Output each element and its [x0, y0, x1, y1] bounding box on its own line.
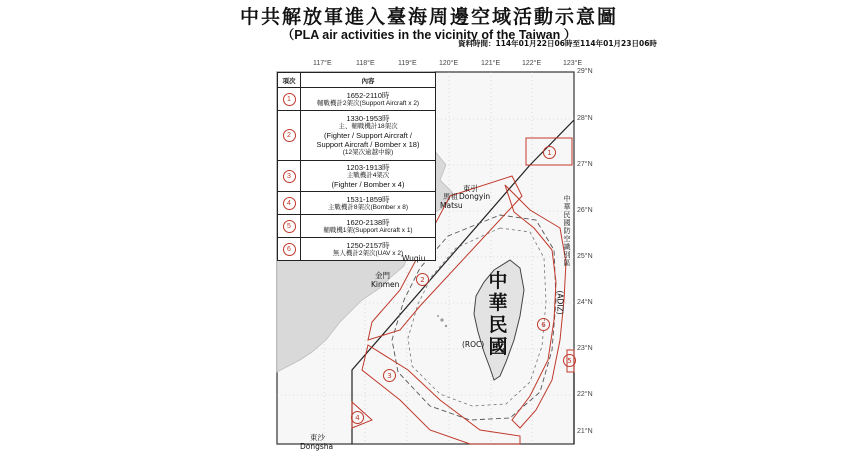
lon-tick: 119°E [398, 60, 417, 67]
row-time: 1531-1859時 [346, 194, 390, 204]
zone-4-marker: 4 [351, 411, 364, 424]
table-row [278, 88, 435, 111]
row-time: 1652-2110時 [346, 90, 390, 100]
table-row [278, 192, 435, 215]
table-header [278, 73, 435, 88]
kinmen-label-en: Kinmen [371, 280, 400, 289]
row-note: (12架次逾越中線) [342, 149, 394, 156]
row-time: 1330-1953時 [346, 114, 390, 123]
dongsha-label-en: Dongsha [300, 442, 334, 451]
matsu-label-zh: 馬祖 [443, 192, 458, 201]
row-desc-en: (Fighter / Bomber x 4) [331, 180, 405, 189]
row-desc: 主戰機計4架次 [346, 172, 390, 179]
lon-tick: 121°E [481, 60, 501, 67]
roc-label-en: (ROC) [462, 340, 485, 349]
header-index: 項次 [278, 73, 301, 87]
lat-tick: 22°N [577, 391, 593, 398]
zone-3-marker: 3 [383, 369, 396, 382]
zone-number-badge: 5 [283, 220, 296, 233]
row-desc: 無人機計2架次(UAV x 2) [332, 249, 404, 257]
table-row [278, 161, 435, 192]
zone-number-badge: 1 [283, 93, 296, 106]
header-content: 內容 [361, 77, 375, 85]
activity-legend-table [277, 72, 436, 261]
row-desc: 輔戰機計2架次(Support Aircraft x 2) [316, 99, 420, 107]
row-desc-en: Support Aircraft / Bomber x 18) [316, 140, 420, 149]
table-row [278, 215, 435, 238]
zone-5-marker: 5 [563, 354, 576, 367]
matsu-label-en: Matsu [440, 201, 463, 210]
lat-tick: 28°N [577, 115, 593, 122]
adiz-label-zh: 中華民國防空識別區 [563, 195, 571, 267]
dongsha-label-zh: 東沙 [310, 433, 325, 442]
lon-tick: 122°E [522, 60, 542, 67]
zone-number-badge: 3 [283, 170, 296, 183]
lat-tick: 21°N [577, 428, 593, 435]
row-time: 1620-2138時 [346, 217, 390, 227]
row-desc-en: (Fighter / Support Aircraft / [324, 131, 412, 140]
row-time: 1250-2157時 [346, 240, 390, 250]
adiz-label-en: (ADIZ) [555, 290, 565, 315]
page-title: 中共解放軍進入臺海周邊空域活動示意圖 [239, 6, 618, 28]
roc-label-zh: 中華民國 [488, 270, 508, 358]
zone-2-marker: 2 [416, 273, 429, 286]
lon-tick: 118°E [356, 60, 375, 67]
row-desc: 主戰機計8架次(Bomber x 8) [327, 203, 409, 211]
row-desc: 輔戰機1架(Support Aircraft x 1) [323, 226, 413, 234]
table-row [278, 111, 435, 161]
zone-6-marker: 6 [537, 318, 550, 331]
lon-tick: 123°E [563, 60, 583, 67]
lat-tick: 24°N [577, 299, 593, 306]
zone-number-badge: 6 [283, 243, 296, 256]
lat-tick: 29°N [577, 68, 593, 75]
page-subtitle: （PLA air activities in the vicinity of the Taiwan ） [281, 28, 577, 42]
lat-tick: 27°N [577, 161, 593, 168]
data-time: 資料時間：114年01月22日06時至114年01月23日06時 [458, 39, 657, 48]
lon-tick: 120°E [439, 60, 459, 67]
zone-number-badge: 2 [283, 129, 296, 142]
row-desc: 主、輔戰機計18架次 [338, 123, 398, 130]
lon-tick: 117°E [313, 60, 332, 67]
kinmen-label-zh: 金門 [375, 271, 390, 280]
lat-tick: 25°N [577, 253, 593, 260]
lat-tick: 23°N [577, 345, 593, 352]
row-time: 1203-1913時 [346, 163, 390, 172]
lat-tick: 26°N [577, 207, 593, 214]
dongyin-label-en: Dongyin [459, 192, 491, 201]
dongyin-label-zh: 東引 [463, 184, 478, 193]
zone-1-marker: 1 [543, 146, 556, 159]
zone-number-badge: 4 [283, 197, 296, 210]
wuqiu-label: Wuqiu [402, 254, 426, 263]
